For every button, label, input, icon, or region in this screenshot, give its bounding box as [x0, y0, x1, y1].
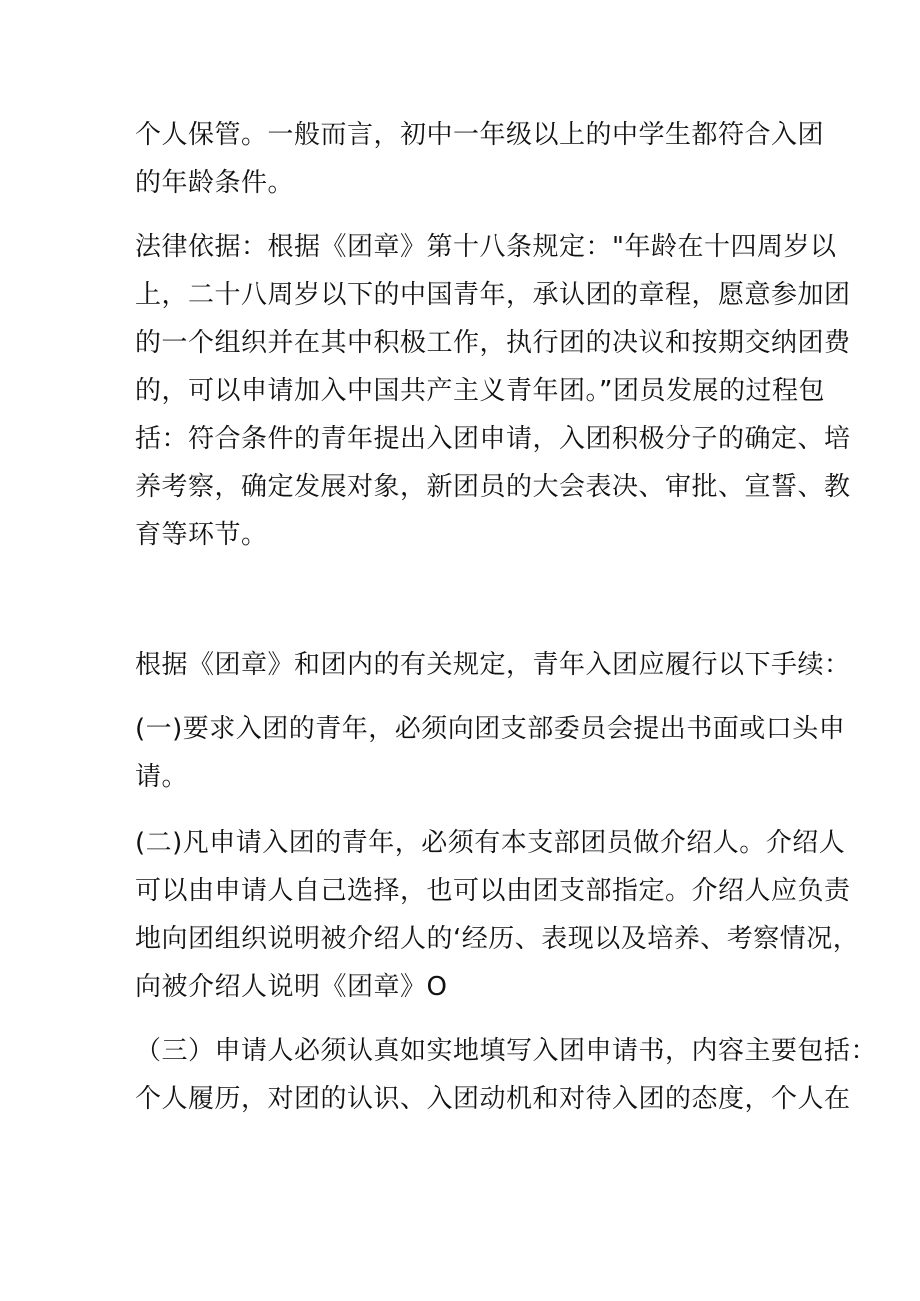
paragraph-1-line-1: 个人保管。一般而言，初中一年级以上的中学生都符合入团 [135, 120, 825, 150]
paragraph-2-line-7: 育等环节。 [135, 520, 268, 550]
paragraph-3-line-1: 根据《团章》和团内的有关规定，青年入团应履行以下手续： [135, 650, 851, 680]
paragraph-6-line-1: （三）申请人必须认真如实地填写入团申请书，内容主要包括： [135, 1036, 878, 1066]
paragraph-1-line-2: 的年龄条件。 [135, 168, 295, 198]
paragraph-4-line-2: 请。 [135, 762, 189, 792]
paragraph-5-line-2: 可以由申请人自己选择，也可以由团支部指定。介绍人应负责 [135, 876, 851, 906]
paragraph-5-line-3: 地向团组织说明被介绍人的‘经历、表现以及培养、考察情况， [135, 924, 860, 954]
paragraph-5-line-4: 向被介绍人说明《团章》O [135, 972, 448, 1002]
paragraph-2-line-4: 的，可以申请加入中国共产主义青年团。”团员发展的过程包 [135, 376, 825, 406]
paragraph-2-line-2: 上，二十八周岁以下的中国青年，承认团的章程，愿意参加团 [135, 280, 851, 310]
paragraph-2-line-5: 括：符合条件的青年提出入团申请，入团积极分子的确定、培 [135, 424, 851, 454]
paragraph-2-line-6: 养考察，确定发展对象，新团员的大会表决、审批、宣誓、教 [135, 472, 851, 502]
paragraph-2-line-3: 的一个组织并在其中积极工作，执行团的决议和按期交纳团费 [135, 328, 851, 358]
paragraph-5-line-1: (二)凡申请入团的青年，必须有本支部团员做介绍人。介绍人 [135, 828, 846, 858]
paragraph-6-line-2: 个人履历，对团的认识、入团动机和对待入团的态度，个人在 [135, 1084, 851, 1114]
paragraph-4-line-1: (一)要求入团的青年，必须向团支部委员会提出书面或口头申 [135, 714, 846, 744]
paragraph-2-line-1: 法律依据：根据《团章》第十八条规定："年龄在十四周岁以 [135, 232, 837, 262]
